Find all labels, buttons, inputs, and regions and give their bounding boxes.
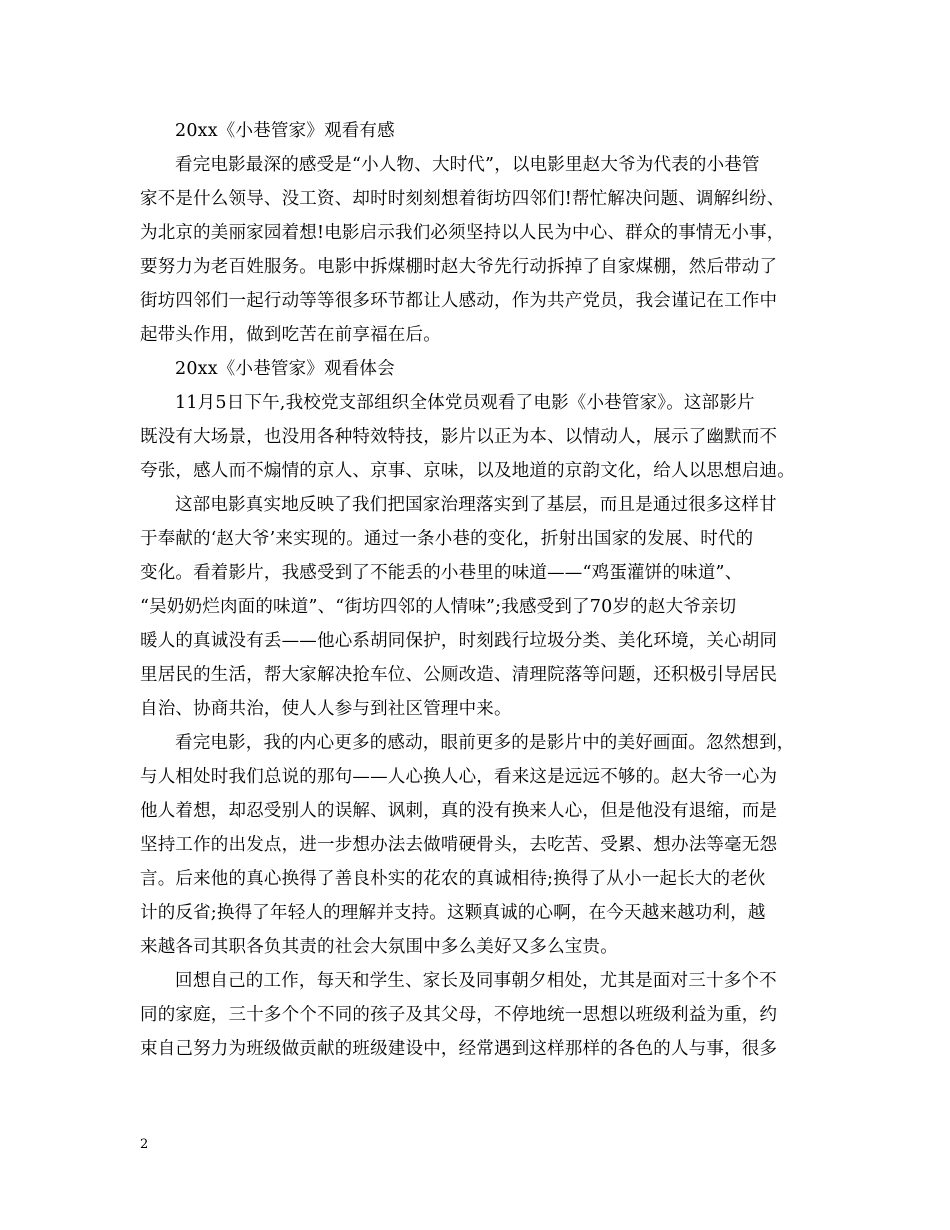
paragraph-line: 坚持工作的出发点，进一步想办法去做啃硬骨头，去吃苦、受累、想办法等毫无怨 (140, 835, 778, 855)
paragraph-line: 11月5日下午,我校党支部组织全体党员观看了电影《小巷管家》。这部影片 (175, 393, 755, 413)
paragraph-line: 计的反省;换得了年轻人的理解并支持。这颗真诚的心啊，在今天越来越功利，越 (140, 903, 766, 923)
paragraph-line: 为北京的美丽家园着想!电影启示我们必须坚持以人民为中心、群众的事情无小事， (140, 223, 785, 243)
paragraph-line: 既没有大场景，也没用各种特效特技，影片以正为本、以情动人，展示了幽默而不 (140, 427, 778, 447)
paragraph-line: 回想自己的工作，每天和学生、家长及同事朝夕相处，尤其是面对三十多个不 (175, 971, 777, 991)
paragraph-line: 看完电影最深的感受是“小人物、大时代”，以电影里赵大爷为代表的小巷管 (175, 155, 760, 175)
section-heading: 20xx《小巷管家》观看有感 (175, 121, 395, 141)
paragraph-line: 看完电影，我的内心更多的感动，眼前更多的是影片中的美好画面。忽然想到， (175, 733, 795, 753)
paragraph-line: 来越各司其职各负其责的社会大氛围中多么美好又多么宝贵。 (140, 937, 618, 957)
paragraph-line: 里居民的生活，帮大家解决抢车位、公厕改造、清理院落等问题，还积极引导居民 (140, 665, 778, 685)
paragraph-line: 言。后来他的真心换得了善良朴实的花农的真诚相待;换得了从小一起长大的老伙 (140, 869, 766, 889)
paragraph-line: 夸张，感人而不煽情的京人、京事、京味，以及地道的京韵文化，给人以思想启迪。 (140, 461, 795, 481)
paragraph-line: 自治、协商共治，使人人参与到社区管理中来。 (140, 699, 512, 719)
page-number: 2 (140, 1137, 149, 1152)
paragraph-line: 起带头作用，做到吃苦在前享福在后。 (140, 325, 441, 345)
paragraph-line: 变化。看着影片，我感受到了不能丢的小巷里的味道——“鸡蛋灌饼的味道”、 (140, 563, 743, 583)
paragraph-line: 同的家庭，三十多个个不同的孩子及其父母，不停地统一思想以班级利益为重，约 (140, 1005, 778, 1025)
paragraph-line: 家不是什么领导、没工资、却时时刻刻想着街坊四邻们!帮忙解决问题、调解纠纷、 (140, 189, 785, 209)
paragraph-line: 与人相处时我们总说的那句——人心换人心，看来这是远远不够的。赵大爷一心为 (140, 767, 778, 787)
section-heading: 20xx《小巷管家》观看体会 (175, 359, 395, 379)
paragraph-line: 束自己努力为班级做贡献的班级建设中，经常遇到这样那样的各色的人与事，很多 (140, 1039, 778, 1059)
paragraph-line: 这部电影真实地反映了我们把国家治理落实到了基层，而且是通过很多这样甘 (175, 495, 777, 515)
paragraph-line: 于奉献的‘赵大爷’来实现的。通过一条小巷的变化，折射出国家的发展、时代的 (140, 529, 754, 549)
paragraph-line: 他人着想，却忍受别人的误解、讽刺，真的没有换来人心，但是他没有退缩，而是 (140, 801, 778, 821)
paragraph-line: 要努力为老百姓服务。电影中拆煤棚时赵大爷先行动拆掉了自家煤棚，然后带动了 (140, 257, 778, 277)
paragraph-line: 街坊四邻们一起行动等等很多环节都让人感动，作为共产党员，我会谨记在工作中 (140, 291, 778, 311)
paragraph-line: 暖人的真诚没有丢——他心系胡同保护，时刻践行垃圾分类、美化环境，关心胡同 (140, 631, 778, 651)
paragraph-line: “吴奶奶烂肉面的味道”、“街坊四邻的人情味”;我感受到了70岁的赵大爷亲切 (140, 597, 737, 617)
